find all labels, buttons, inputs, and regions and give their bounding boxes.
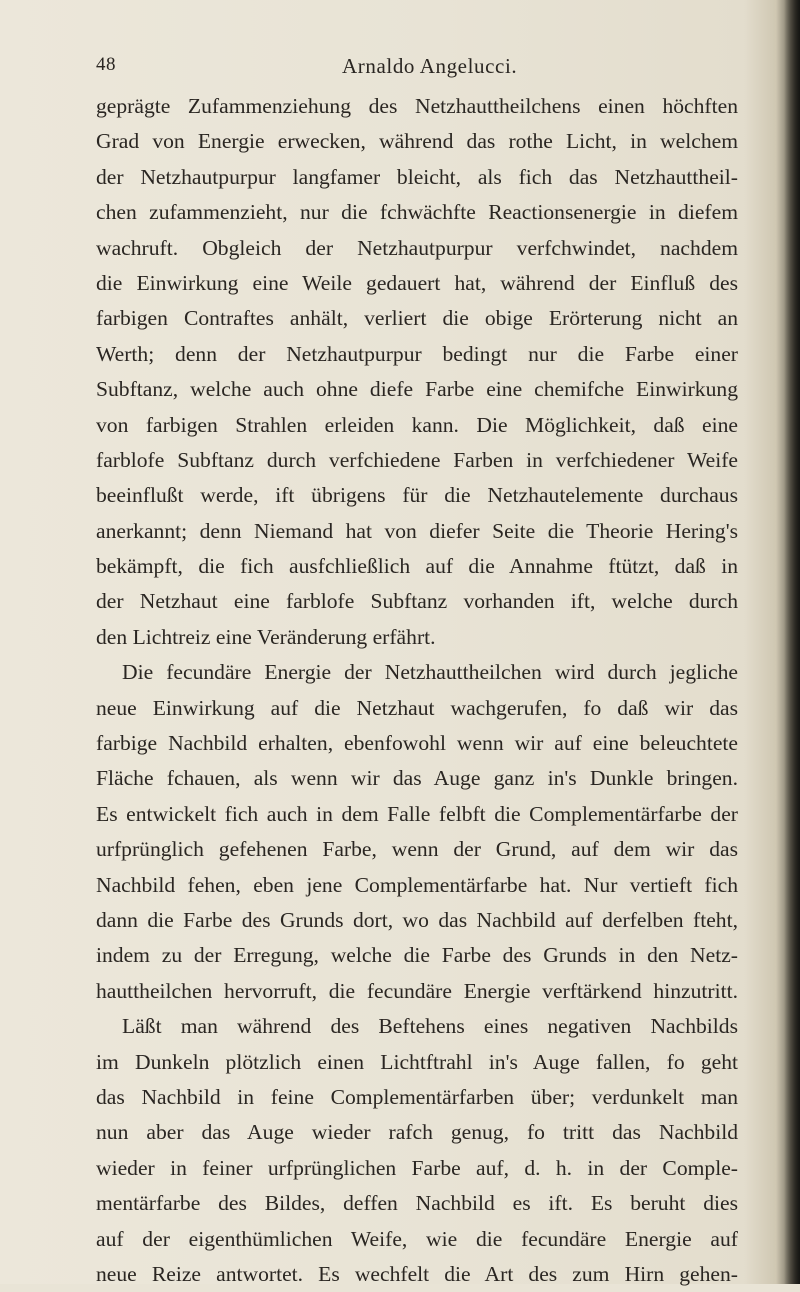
text-line: der Netzhautpurpur langfamer bleicht, als fich das Netzhauttheil- — [96, 164, 738, 189]
page-header — [96, 46, 736, 80]
text-line: Grad von Energie erwecken, während das rothe Licht, in welchem — [96, 129, 738, 154]
text-line: wieder in feiner urfprünglichen Farbe auf, d. h. in der Comple- — [96, 1155, 738, 1180]
text-line: im Dunkeln plötzlich einen Lichtftrahl in's Auge fallen, fo geht — [96, 1049, 738, 1074]
text-line: dann die Farbe des Grunds dort, wo das Nachbild auf derfelben fteht, — [96, 907, 738, 932]
text-line: chen zufammenzieht, nur die fchwächfte Reactionsenergie in diefem — [96, 200, 738, 225]
text-line: farblofe Subftanz durch verfchiedene Farben in verfchiedener Weife — [96, 447, 738, 472]
text-line: Subftanz, welche auch ohne diefe Farbe eine chemifche Einwirkung — [96, 377, 738, 402]
text-line: Nachbild fehen, eben jene Complementärfarbe hat. Nur vertieft fich — [96, 872, 738, 897]
text-line: neue Einwirkung auf die Netzhaut wachgerufen, fo daß wir das — [96, 695, 738, 720]
text-line: hauttheilchen hervorruft, die fecundäre Energie verftärkend hinzutritt. — [96, 978, 738, 1003]
text-line: der Netzhaut eine farblofe Subftanz vorhanden ift, welche durch — [96, 589, 738, 614]
text-line: beeinflußt werde, ift übrigens für die Netzhautelemente durchaus — [96, 483, 738, 508]
text-line: Es entwickelt fich auch in dem Falle felbft die Complementärfarbe der — [96, 801, 738, 826]
text-line: nun aber das Auge wieder rafch genug, fo tritt das Nachbild — [96, 1120, 738, 1145]
text-line: Werth; denn der Netzhautpurpur bedingt nur die Farbe einer — [96, 341, 738, 366]
text-line: urfprünglich gefehenen Farbe, wenn der Grund, auf dem wir das — [96, 837, 738, 862]
text-line: das Nachbild in feine Complementärfarben über; verdunkelt man — [96, 1084, 738, 1109]
text-line: neue Reize antwortet. Es wechfelt die Art des zum Hirn gehen- — [96, 1261, 738, 1286]
body-text — [96, 89, 738, 1292]
paragraph-start-line: Läßt man während des Beftehens eines negativen Nachbilds — [122, 1014, 738, 1039]
text-line: Fläche fchauen, als wenn wir das Auge ganz in's Dunkle bringen. — [96, 766, 738, 791]
page-number: 48 — [96, 54, 116, 75]
running-head: Arnaldo Angelucci. — [342, 54, 518, 78]
text-line: geprägte Zufammenziehung des Netzhauttheilchens einen höchften — [96, 94, 738, 118]
paragraph-start-line: Die fecundäre Energie der Netzhauttheilchen wird durch jegliche — [122, 660, 738, 685]
text-line: auf der eigenthümlichen Weife, wie die fecundäre Energie auf — [96, 1226, 738, 1251]
text-line: wachruft. Obgleich der Netzhautpurpur verfchwindet, nachdem — [96, 235, 738, 260]
text-line: bekämpft, die fich ausfchließlich auf die Annahme ftützt, daß in — [96, 554, 738, 579]
text-line: mentärfarbe des Bildes, deffen Nachbild es ift. Es beruht dies — [96, 1191, 738, 1216]
text-line: farbige Nachbild erhalten, ebenfowohl wenn wir auf eine beleuchtete — [96, 731, 738, 756]
text-line: von farbigen Strahlen erleiden kann. Die Möglichkeit, daß eine — [96, 412, 738, 437]
text-line: farbigen Contraftes anhält, verliert die obige Erörterung nicht an — [96, 306, 738, 331]
paragraph-end-line: den Lichtreiz eine Veränderung erfährt. — [96, 624, 436, 649]
text-line: die Einwirkung eine Weile gedauert hat, während der Einfluß des — [96, 270, 738, 295]
text-line: indem zu der Erregung, welche die Farbe des Grunds in den Netz- — [96, 943, 738, 968]
page-edge-shadow — [784, 0, 800, 1284]
text-line: anerkannt; denn Niemand hat von diefer Seite die Theorie Hering's — [96, 518, 738, 543]
